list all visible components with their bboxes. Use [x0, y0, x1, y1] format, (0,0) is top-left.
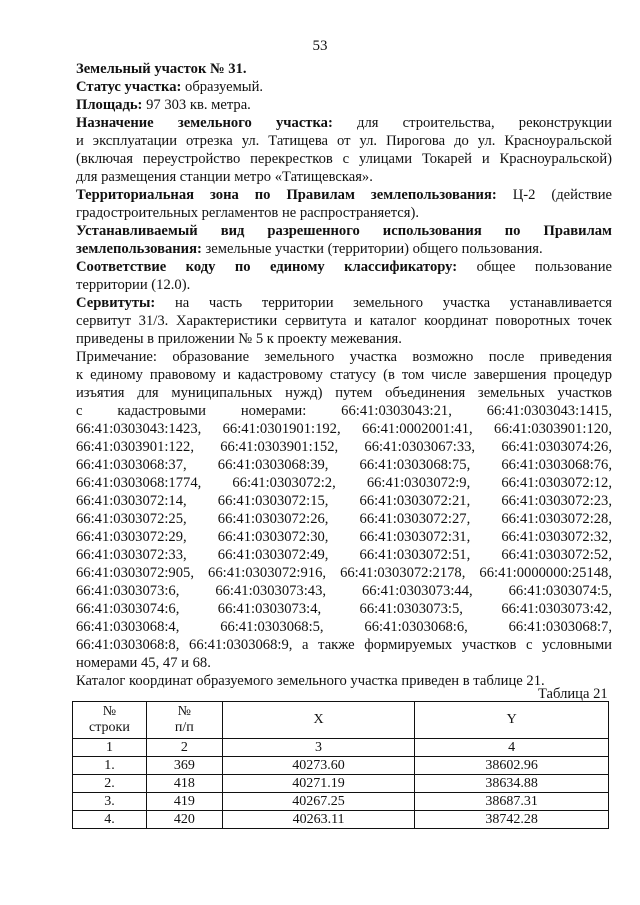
easements-line-3: приведены в приложении № 5 к проекту межевания. — [76, 331, 402, 347]
table-header-row — [73, 702, 609, 739]
table-cell: 38634.88 — [415, 775, 609, 793]
zone-line-2: градостроительных регламентов не распространяется). — [76, 205, 419, 221]
table-index-row — [73, 739, 609, 757]
header-row-number: № строки — [73, 702, 147, 739]
area-value: 97 303 кв. метра. — [142, 97, 251, 113]
note-last-line: номерами 45, 47 и 68. — [76, 655, 211, 671]
permitted-value: земельные участки (территории) общего пользования. — [201, 241, 543, 257]
table-cell: 1 — [73, 739, 147, 757]
table-cell: 38602.96 — [415, 757, 609, 775]
catalog-text: Каталог координат образуемого земельного участка приведен в таблице 21. — [76, 673, 545, 689]
header-x: X — [222, 702, 415, 739]
note-line: изъятия для муниципальных нужд) путем объединения земельных участков — [76, 385, 612, 401]
table-cell: 4. — [73, 811, 147, 829]
table-cell: 38742.28 — [415, 811, 609, 829]
table-cell: 2. — [73, 775, 147, 793]
status-line — [76, 78, 612, 96]
table-cell: 418 — [146, 775, 222, 793]
note-line: 66:41:0303068:1774, 66:41:0303072:2, 66:41:0303072:9, 66:41:0303072:12, — [76, 475, 612, 491]
purpose-line-4: для размещения станции метро «Татищевская». — [76, 169, 373, 185]
table-cell: 40271.19 — [222, 775, 415, 793]
note-line: 66:41:0303068:8, 66:41:0303068:9, а также формируемых участков с условными — [76, 637, 612, 653]
permitted-line-2 — [76, 240, 612, 258]
note-block — [76, 348, 612, 672]
table-cell: 369 — [146, 757, 222, 775]
status-value: образуемый. — [181, 79, 264, 95]
zone-label: Территориальная зона по Правилам землепользования: — [76, 187, 497, 203]
header-point-number: № п/п — [146, 702, 222, 739]
table-cell: 1. — [73, 757, 147, 775]
purpose-line-1 — [76, 114, 612, 132]
table-cell: 2 — [146, 739, 222, 757]
table-cell: 40263.11 — [222, 811, 415, 829]
table-row — [73, 793, 609, 811]
note-line: 66:41:0303072:29, 66:41:0303072:30, 66:41:0303072:31, 66:41:0303072:32, — [76, 529, 612, 545]
page-number: 53 — [312, 38, 328, 54]
permitted-line-1: Устанавливаемый вид разрешенного использования по Правилам — [76, 223, 612, 239]
table-cell: 40267.25 — [222, 793, 415, 811]
note-line: 66:41:0303072:25, 66:41:0303072:26, 66:41:0303072:27, 66:41:0303072:28, — [76, 511, 612, 527]
table-cell: 420 — [146, 811, 222, 829]
zone-line-1 — [76, 186, 612, 204]
table-cell: 4 — [415, 739, 609, 757]
table-cell: 3. — [73, 793, 147, 811]
status-label: Статус участка: — [76, 79, 182, 95]
table-cell: 3 — [222, 739, 415, 757]
note-line: 66:41:0303043:1423, 66:41:0301901:192, 66:41:0002001:41, 66:41:0303901:120, — [76, 421, 612, 437]
easements-tail: на часть территории земельного участка устанавливается — [174, 295, 612, 311]
note-line: 66:41:0303068:4, 66:41:0303068:5, 66:41:0303068:6, 66:41:0303068:7, — [76, 619, 612, 635]
note-line: 66:41:0303901:122, 66:41:0303901:152, 66:41:0303067:33, 66:41:0303074:26, — [76, 439, 612, 455]
purpose-label: Назначение земельного участка: — [76, 115, 333, 131]
table-cell: 419 — [146, 793, 222, 811]
permitted-label: землепользования: — [76, 241, 202, 257]
note-line: Примечание: образование земельного участка возможно после приведения — [76, 349, 612, 365]
note-line: 66:41:0303072:33, 66:41:0303072:49, 66:41:0303072:51, 66:41:0303072:52, — [76, 547, 612, 563]
note-line: 66:41:0303072:905, 66:41:0303072:916, 66:41:0303072:2178, 66:41:0000000:25148, — [76, 565, 612, 581]
table-row — [73, 811, 609, 829]
area-line — [76, 96, 612, 114]
classifier-label: Соответствие коду по единому классификатору: — [76, 259, 458, 275]
classifier-tail: общее пользование — [476, 259, 612, 275]
classifier-line-2: территории (12.0). — [76, 277, 191, 293]
purpose-line-3: (включая переустройство перекрестков с улицами Токарей и Красноуральской) — [76, 151, 612, 167]
header-y: Y — [415, 702, 609, 739]
easements-label: Сервитуты: — [76, 295, 156, 311]
section-heading: Земельный участок № 31. — [76, 61, 247, 77]
classifier-line-1 — [76, 258, 612, 276]
note-line: 66:41:0303072:14, 66:41:0303072:15, 66:41:0303072:21, 66:41:0303072:23, — [76, 493, 612, 509]
note-line: 66:41:0303073:6, 66:41:0303073:43, 66:41:0303073:44, 66:41:0303074:5, — [76, 583, 612, 599]
easements-line-1 — [76, 294, 612, 312]
table-row — [73, 775, 609, 793]
purpose-line-2: и эксплуатации отрезка ул. Татищева от ул. Пирогова до ул. Красноуральской — [76, 133, 612, 149]
coordinates-table — [72, 701, 609, 829]
purpose-first-tail: для строительства, реконструкции — [357, 115, 612, 131]
note-line: к единому правовому и кадастровому статусу (в том числе завершения процедур — [76, 367, 612, 383]
table-row — [73, 757, 609, 775]
easements-line-2: сервитут 31/3. Характеристики сервитута и каталог координат поворотных точек — [76, 313, 612, 329]
note-line: 66:41:0303074:6, 66:41:0303073:4, 66:41:0303073:5, 66:41:0303073:42, — [76, 601, 612, 617]
table-cell: 40273.60 — [222, 757, 415, 775]
area-label: Площадь: — [76, 97, 143, 113]
zone-tail: Ц-2 (действие — [512, 187, 612, 203]
note-line: 66:41:0303068:37, 66:41:0303068:39, 66:41:0303068:75, 66:41:0303068:76, — [76, 457, 612, 473]
table-cell: 38687.31 — [415, 793, 609, 811]
document-body — [76, 60, 612, 690]
table-caption: Таблица 21 — [538, 686, 608, 702]
note-line: с кадастровыми номерами: 66:41:0303043:21, 66:41:0303043:1415, — [76, 403, 612, 419]
